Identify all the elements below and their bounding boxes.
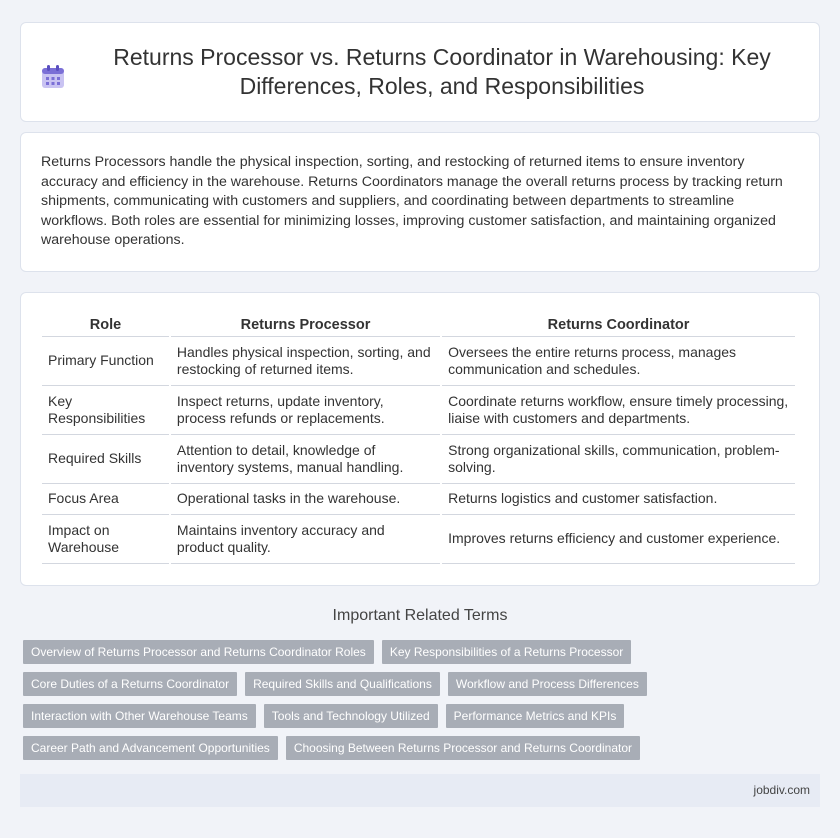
table-row <box>42 515 795 564</box>
related-tag[interactable]: Tools and Technology Utilized <box>264 704 438 728</box>
related-terms-title: Important Related Terms <box>332 607 508 624</box>
table-row <box>42 386 795 435</box>
header-returns-coordinator: Returns Coordinator <box>442 303 795 337</box>
related-tag[interactable]: Choosing Between Returns Processor and Returns Coordinator <box>286 736 640 760</box>
row-label: Focus Area <box>42 484 169 515</box>
header-role: Role <box>42 303 169 337</box>
footer <box>20 774 820 807</box>
intro-paragraph: Returns Processors handle the physical inspection, sorting, and restocking of returned items to ensure inventory accuracy and efficiency in the warehouse. Returns Coordinators manage the overall returns process by tracking return shipments, communicating with customers and suppliers, and coordinating between departments to streamline workflows. Both roles are essential for minimizing losses, improving customer satisfaction, and maintaining organized warehouse operations. <box>41 154 783 248</box>
processor-cell: Attention to detail, knowledge of inventory systems, manual handling. <box>171 435 440 484</box>
footer-site-link[interactable]: jobdiv.com <box>753 783 810 797</box>
processor-cell: Inspect returns, update inventory, process refunds or replacements. <box>171 386 440 435</box>
comparison-table-card <box>20 292 820 586</box>
coordinator-cell: Strong organizational skills, communication, problem-solving. <box>442 435 795 484</box>
intro-card <box>20 132 820 272</box>
related-tag[interactable]: Performance Metrics and KPIs <box>446 704 625 728</box>
processor-cell: Maintains inventory accuracy and product quality. <box>171 515 440 564</box>
coordinator-cell: Oversees the entire returns process, manages communication and schedules. <box>442 337 795 386</box>
processor-cell: Operational tasks in the warehouse. <box>171 484 440 515</box>
header-card <box>20 22 820 122</box>
processor-cell: Handles physical inspection, sorting, and restocking of returned items. <box>171 337 440 386</box>
calendar-icon <box>40 64 66 90</box>
related-tag[interactable]: Career Path and Advancement Opportunities <box>23 736 278 760</box>
row-label: Key Responsibilities <box>42 386 169 435</box>
related-tag[interactable]: Overview of Returns Processor and Returns Coordinator Roles <box>23 640 374 664</box>
related-tag[interactable]: Key Responsibilities of a Returns Processor <box>382 640 631 664</box>
table-row <box>42 337 795 386</box>
row-label: Primary Function <box>42 337 169 386</box>
comparison-table <box>40 303 797 564</box>
table-row <box>42 435 795 484</box>
related-tag[interactable]: Core Duties of a Returns Coordinator <box>23 672 237 696</box>
related-tag[interactable]: Interaction with Other Warehouse Teams <box>23 704 256 728</box>
table-header-row <box>42 303 795 337</box>
coordinator-cell: Returns logistics and customer satisfaction. <box>442 484 795 515</box>
related-tag[interactable]: Required Skills and Qualifications <box>245 672 440 696</box>
related-terms-tags <box>23 640 823 768</box>
header-returns-processor: Returns Processor <box>171 303 440 337</box>
page-title: Returns Processor vs. Returns Coordinator in Warehousing: Key Differences, Roles, and Responsibilities <box>113 44 771 99</box>
related-tag[interactable]: Workflow and Process Differences <box>448 672 647 696</box>
coordinator-cell: Improves returns efficiency and customer experience. <box>442 515 795 564</box>
row-label: Required Skills <box>42 435 169 484</box>
coordinator-cell: Coordinate returns workflow, ensure timely processing, liaise with customers and departments. <box>442 386 795 435</box>
table-row <box>42 484 795 515</box>
row-label: Impact on Warehouse <box>42 515 169 564</box>
